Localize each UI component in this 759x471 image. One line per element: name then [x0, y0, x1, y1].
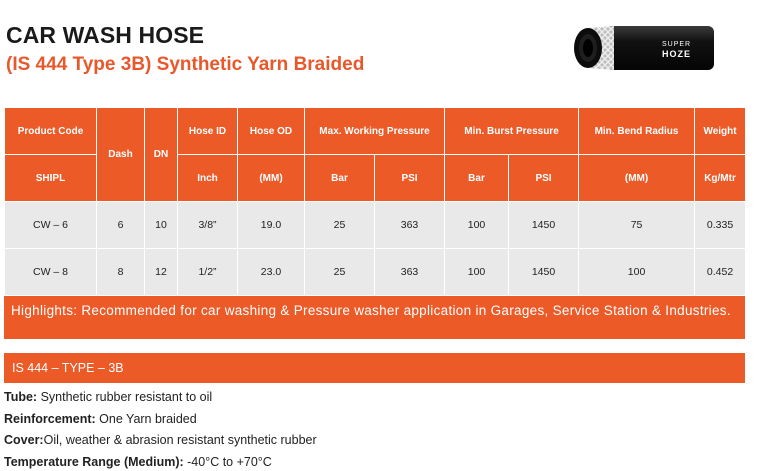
- table-row: [5, 202, 746, 249]
- subheader-kg-mtr: Kg/Mtr: [695, 155, 746, 202]
- property-tube: [4, 387, 317, 409]
- header-max-working-pressure: Max. Working Pressure: [305, 108, 445, 155]
- cell-dn: 10: [145, 202, 178, 249]
- property-reinforcement: [4, 409, 317, 431]
- cell-bend-radius: 75: [579, 202, 695, 249]
- cell-code: CW – 6: [5, 202, 97, 249]
- header-hose-id: Hose ID: [178, 108, 238, 155]
- property-value: -40°C to +70°C: [183, 454, 272, 469]
- property-value: Oil, weather & abrasion resistant synthetic rubber: [43, 433, 317, 447]
- standard-bar: IS 444 – TYPE – 3B: [4, 353, 745, 383]
- cell-dash: 6: [97, 202, 145, 249]
- cell-dash: 8: [97, 249, 145, 296]
- cell-weight: 0.335: [695, 202, 746, 249]
- cell-mwp-psi: 363: [375, 202, 445, 249]
- property-key: Cover:: [4, 433, 44, 447]
- property-key: Temperature Range (Medium):: [4, 454, 184, 469]
- table-header-row: [5, 108, 746, 155]
- cell-hose-od: 19.0: [238, 202, 305, 249]
- specification-table: [4, 107, 746, 296]
- header-min-burst-pressure: Min. Burst Pressure: [445, 108, 579, 155]
- property-temperature-range: [4, 452, 317, 471]
- hose-product-image: [566, 20, 716, 76]
- cell-mwp-psi: 363: [375, 249, 445, 296]
- logo-brand-top: SUPER: [662, 41, 692, 48]
- subheader-shipl: SHIPL: [5, 155, 97, 202]
- property-value: One Yarn braided: [95, 411, 197, 426]
- cell-weight: 0.452: [695, 249, 746, 296]
- cell-code: CW – 8: [5, 249, 97, 296]
- header-weight: Weight: [695, 108, 746, 155]
- header-dn: DN: [145, 108, 178, 202]
- header-hose-od: Hose OD: [238, 108, 305, 155]
- cell-mbp-bar: 100: [445, 202, 509, 249]
- page-subtitle: (IS 444 Type 3B) Synthetic Yarn Braided: [6, 54, 365, 75]
- cell-bend-radius: 100: [579, 249, 695, 296]
- cell-mwp-bar: 25: [305, 249, 375, 296]
- cell-mbp-psi: 1450: [509, 249, 579, 296]
- header-min-bend-radius: Min. Bend Radius: [579, 108, 695, 155]
- cell-hose-od: 23.0: [238, 249, 305, 296]
- property-cover: [4, 430, 317, 452]
- property-value: Synthetic rubber resistant to oil: [37, 390, 213, 404]
- subheader-mbp-bar: Bar: [445, 155, 509, 202]
- cell-mbp-psi: 1450: [509, 202, 579, 249]
- property-key: Reinforcement:: [4, 411, 96, 426]
- table-row: [5, 249, 746, 296]
- page-title: CAR WASH HOSE: [6, 22, 205, 48]
- logo-brand-bottom: HOZE: [662, 49, 692, 59]
- header-dash: Dash: [97, 108, 145, 202]
- property-key: Tube:: [4, 390, 38, 404]
- subheader-mwp-bar: Bar: [305, 155, 375, 202]
- cell-mbp-bar: 100: [445, 249, 509, 296]
- cell-mwp-bar: 25: [305, 202, 375, 249]
- cell-hose-id: 1/2”: [178, 249, 238, 296]
- highlights-banner: Highlights: Recommended for car washing & Pressure washer application in Garages, Service Station & Industries.: [4, 296, 745, 339]
- properties-list: [4, 387, 317, 471]
- subheader-mwp-psi: PSI: [375, 155, 445, 202]
- subheader-mm: (MM): [238, 155, 305, 202]
- subheader-mbp-psi: PSI: [509, 155, 579, 202]
- subheader-inch: Inch: [178, 155, 238, 202]
- cell-dn: 12: [145, 249, 178, 296]
- subheader-bend-mm: (MM): [579, 155, 695, 202]
- cell-hose-id: 3/8”: [178, 202, 238, 249]
- header-product-code: Product Code: [5, 108, 97, 155]
